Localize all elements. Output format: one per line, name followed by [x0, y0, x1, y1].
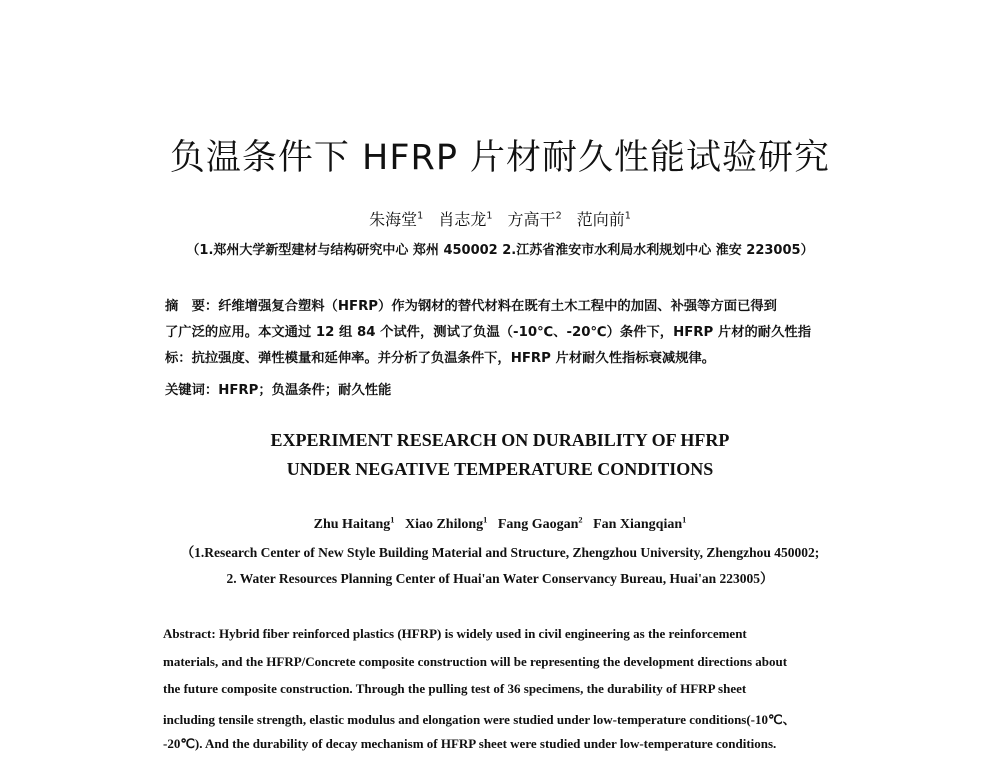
- abstract-en-line: materials, and the HFRP/Concrete composite construction will be representing the development directions about: [163, 654, 788, 669]
- keywords-cn: 关键词：HFRP；负温条件；耐久性能: [165, 383, 392, 398]
- abstract-en-label: Abstract:: [163, 626, 216, 641]
- keywords-cn-label: 关键词：: [165, 383, 219, 398]
- author: Fan Xiangqian$^1$: [593, 515, 687, 532]
- author: Xiao Zhilong$^1$: [404, 515, 488, 532]
- abstract-en-line: -20℃). And the durability of decay mechanism of HFRP sheet were studied under low-temperature conditions.: [163, 736, 777, 751]
- abstract-en-line: including tensile strength, elastic modulus and elongation were studied under low-temperature conditions(-10℃、: [163, 712, 796, 727]
- abstract-en-line: Abstract: Hybrid fiber reinforced plastics (HFRP) is widely used in civil engineering as the reinforcement: [163, 626, 747, 641]
- author: Zhu Haitang$^1$: [313, 515, 395, 532]
- author: 朱海堂$^1$: [369, 210, 424, 229]
- abstract-cn-line: 了广泛的应用。本文通过 12 组 84 个试件，测试了负温（-10℃、-20℃）条件下，HFRP 片材的耐久性指: [165, 325, 811, 340]
- paper-title-en-line1: EXPERIMENT RESEARCH ON DURABILITY OF HFRP: [270, 430, 730, 450]
- affiliation-en-line1: （1.Research Center of New Style Building Material and Structure, Zhengzhou University, Zhengzhou 450002;: [180, 545, 820, 560]
- authors-en: [0, 515, 1000, 533]
- author: Fang Gaogan$^2$: [497, 515, 583, 532]
- author: 肖志龙$^1$: [438, 210, 493, 229]
- affiliation-cn: （1.郑州大学新型建材与结构研究中心 郑州 450002 2.江苏省淮安市水利局水利规划中心 淮安 223005）: [186, 243, 814, 258]
- abstract-cn-line: 摘 要：纤维增强复合塑料（HFRP）作为钢材的替代材料在既有土木工程中的加固、补强等方面已得到: [165, 299, 777, 314]
- affiliation-en-line2: 2. Water Resources Planning Center of Huai'an Water Conservancy Bureau, Huai'an 223005）: [226, 571, 774, 586]
- abstract-cn-line: 标：抗拉强度、弹性模量和延伸率。并分析了负温条件下，HFRP 片材耐久性指标衰减规律。: [165, 351, 716, 366]
- abstract-en-line: the future composite construction. Through the pulling test of 36 specimens, the durability of HFRP sheet: [163, 681, 747, 696]
- author: 方高干$^2$: [507, 210, 562, 229]
- abstract-cn-label: 摘 要：: [165, 299, 219, 314]
- paper-title-cn: 负温条件下 HFRP 片材耐久性能试验研究: [169, 138, 831, 178]
- authors-cn: [0, 207, 1000, 230]
- author: 范向前$^1$: [576, 210, 631, 229]
- paper-title-en-line2: UNDER NEGATIVE TEMPERATURE CONDITIONS: [286, 459, 714, 479]
